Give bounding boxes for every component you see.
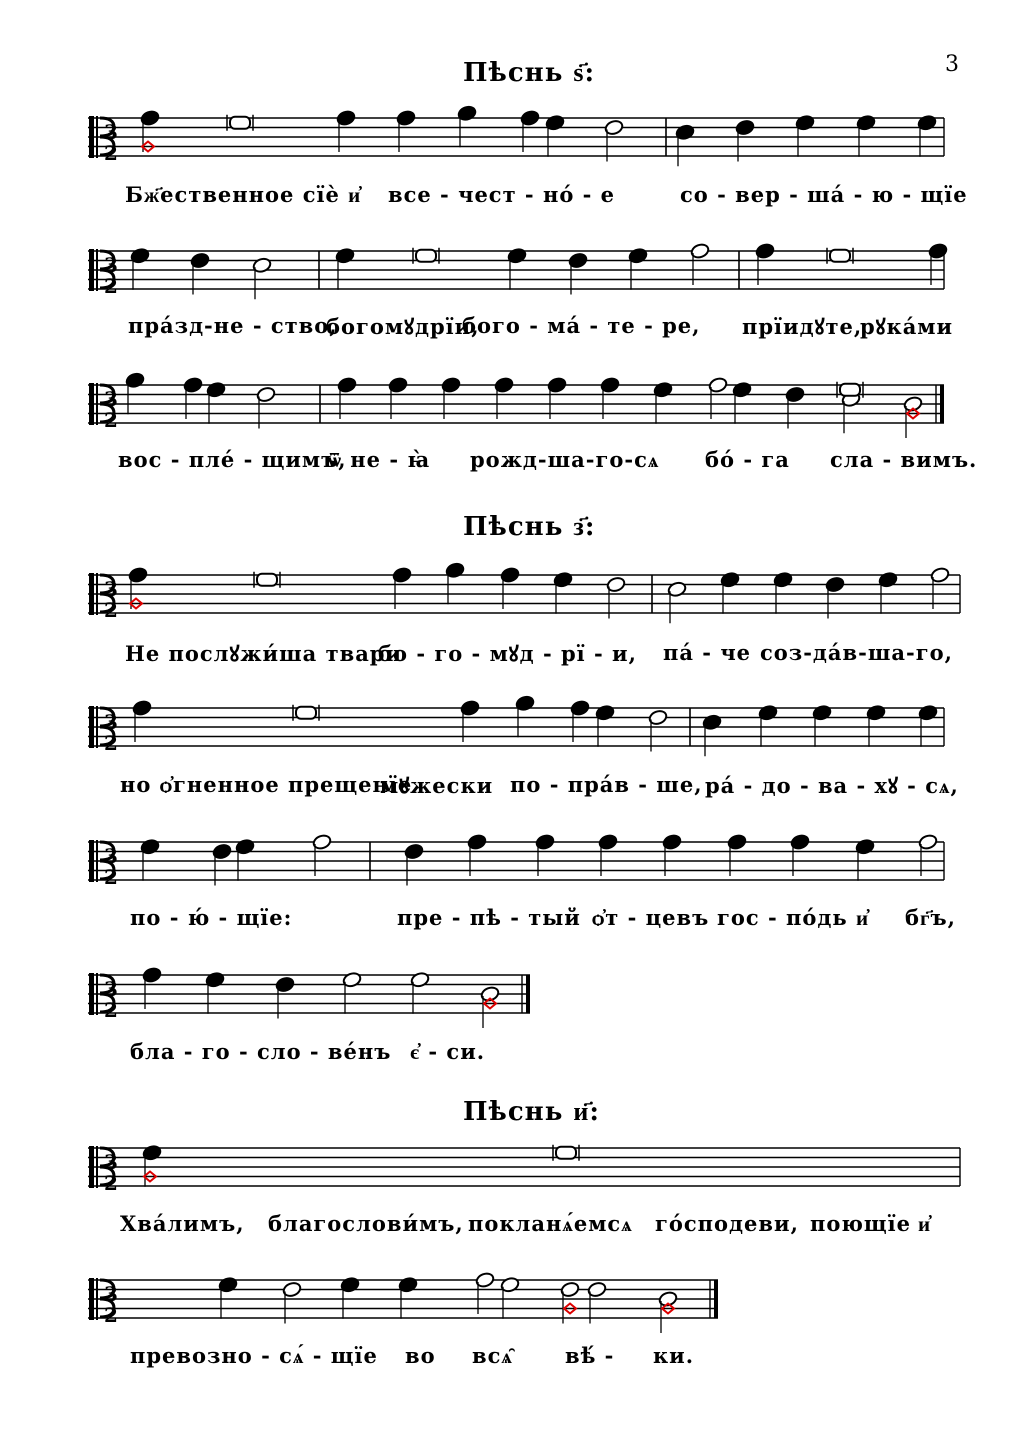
lyric-syllables: все - чест - но́ - е [388, 182, 616, 207]
lyric-syllables: па́ - че [663, 640, 752, 665]
clef-bar [96, 973, 98, 1015]
lyric-syllables: пра́зд-не - ство, [128, 313, 338, 338]
lyric-syllables: Хва́лимъ, [120, 1211, 245, 1236]
clef-bar [89, 383, 94, 425]
lyric-syllables: богомꙋдрїи, [326, 314, 480, 339]
time-sig-top: 3 [104, 844, 118, 868]
breve-note [230, 117, 250, 129]
time-sig-bottom: 2 [104, 998, 118, 1022]
lyric-syllables: Бж҃ественное сїѐ и҆ [125, 182, 362, 207]
breve-note [296, 707, 316, 719]
final-barline [526, 975, 530, 1013]
lyrics-line [0, 1211, 1024, 1245]
time-sig-top: 3 [104, 120, 118, 144]
lyrics-line [0, 640, 1024, 674]
lyrics-line [0, 313, 1024, 347]
lyric-syllables: є҆ - си. [410, 1039, 486, 1064]
lyrics-line [0, 772, 1024, 806]
lyric-syllables: бг҃ъ, [905, 905, 956, 930]
clef-bar [89, 249, 94, 291]
clef-bar [96, 1146, 98, 1188]
lyric-syllables: со - вер - ша́ - ю - щїе [680, 182, 968, 207]
lyric-syllables: всѧ̑ [472, 1343, 513, 1368]
time-sig-top: 3 [104, 1150, 118, 1174]
clef-bar [89, 840, 94, 882]
clef-bar [96, 116, 98, 158]
lyrics-line [0, 447, 1024, 481]
time-sig-top: 3 [104, 253, 118, 277]
lyric-syllables: бла - го - сло - ве́нъ [130, 1039, 392, 1064]
time-sig-top: 3 [104, 977, 118, 1001]
lyric-syllables: ки. [653, 1343, 695, 1368]
lyric-syllables: превозно - сѧ́ - щїе [130, 1343, 378, 1368]
breve-note [830, 250, 850, 262]
breve-note [257, 574, 277, 586]
lyric-syllables: рожд-ша-го-сѧ [470, 447, 660, 472]
page-number: 3 [945, 52, 959, 77]
lyrics-line [0, 1343, 1024, 1377]
lyric-syllables: бо́ - га [705, 447, 790, 472]
clef-bar [96, 573, 98, 615]
lyric-syllables: но ѻ҆гненное прещенїе [120, 772, 413, 797]
clef-bar [96, 383, 98, 425]
clef-bar [89, 1146, 94, 1188]
breve-note [416, 250, 436, 262]
lyric-syllables: бо - го - мꙋд - рї - и, [378, 641, 637, 666]
lyric-syllables: гос - по́дь и҆ [717, 905, 870, 930]
lyric-syllables: благослови́мъ, [268, 1211, 464, 1236]
lyric-syllables: сла - вимъ. [830, 447, 978, 472]
clef-bar [89, 973, 94, 1015]
clef-bar [96, 706, 98, 748]
lyrics-line [0, 182, 1024, 216]
time-sig-top: 3 [104, 1282, 118, 1306]
time-sig-bottom: 2 [104, 731, 118, 755]
lyric-syllables: поющїе [810, 1211, 911, 1236]
lyric-syllables: вѣ́ - [565, 1343, 615, 1368]
clef-bar [96, 1278, 98, 1320]
lyrics-line [0, 1039, 1024, 1073]
breve-note [556, 1147, 576, 1159]
lyric-syllables: ра́ - до - ва - хꙋ - сѧ, [705, 773, 959, 798]
clef-bar [89, 1278, 94, 1320]
lyric-syllables: Не послꙋжи́ша твари [125, 641, 403, 666]
lyric-syllables: мꙋжески [380, 773, 494, 798]
final-barline [940, 385, 944, 423]
time-sig-bottom: 2 [104, 274, 118, 298]
time-sig-bottom: 2 [104, 141, 118, 165]
lyrics-line [0, 905, 1024, 939]
lyric-syllables: рꙋка́ми [860, 314, 954, 339]
lyric-syllables: и҆ [918, 1211, 932, 1236]
lyric-syllables: ѿ не - ꙗ̀ [328, 447, 431, 472]
section-heading-7: Пѣснь з҃: [463, 512, 596, 542]
lyric-syllables: покланѧ́емсѧ [468, 1211, 633, 1236]
final-barline [714, 1280, 718, 1318]
time-sig-top: 3 [104, 387, 118, 411]
lyric-syllables: по - ю́ - щїе: [130, 905, 293, 930]
lyric-syllables: соз-да́в-ша-го, [760, 640, 953, 665]
lyric-syllables: пре - пѣ - тый [397, 905, 581, 930]
time-sig-bottom: 2 [104, 865, 118, 889]
lyric-syllables: бого - ма́ - те - ре, [462, 313, 701, 338]
time-sig-top: 3 [104, 577, 118, 601]
time-sig-bottom: 2 [104, 408, 118, 432]
lyric-syllables: го́сподеви, [655, 1211, 799, 1236]
section-heading-6: Пѣснь ѕ҃: [463, 58, 596, 88]
lyric-syllables: вос - пле́ - щимъ, [118, 447, 347, 472]
lyric-syllables: прїидꙋте, [742, 314, 863, 339]
time-sig-bottom: 2 [104, 598, 118, 622]
time-sig-top: 3 [104, 710, 118, 734]
clef-bar [89, 706, 94, 748]
clef-bar [96, 840, 98, 882]
lyric-syllables: во [405, 1343, 436, 1368]
time-sig-bottom: 2 [104, 1303, 118, 1327]
time-sig-bottom: 2 [104, 1171, 118, 1195]
clef-bar [89, 116, 94, 158]
lyric-syllables: по - пра́в - ше, [510, 772, 703, 797]
lyric-syllables: ѻ҆т - цевъ [592, 905, 710, 930]
section-heading-8: Пѣснь и҃: [463, 1097, 600, 1127]
clef-bar [96, 249, 98, 291]
breve-note [840, 384, 860, 396]
clef-bar [89, 573, 94, 615]
